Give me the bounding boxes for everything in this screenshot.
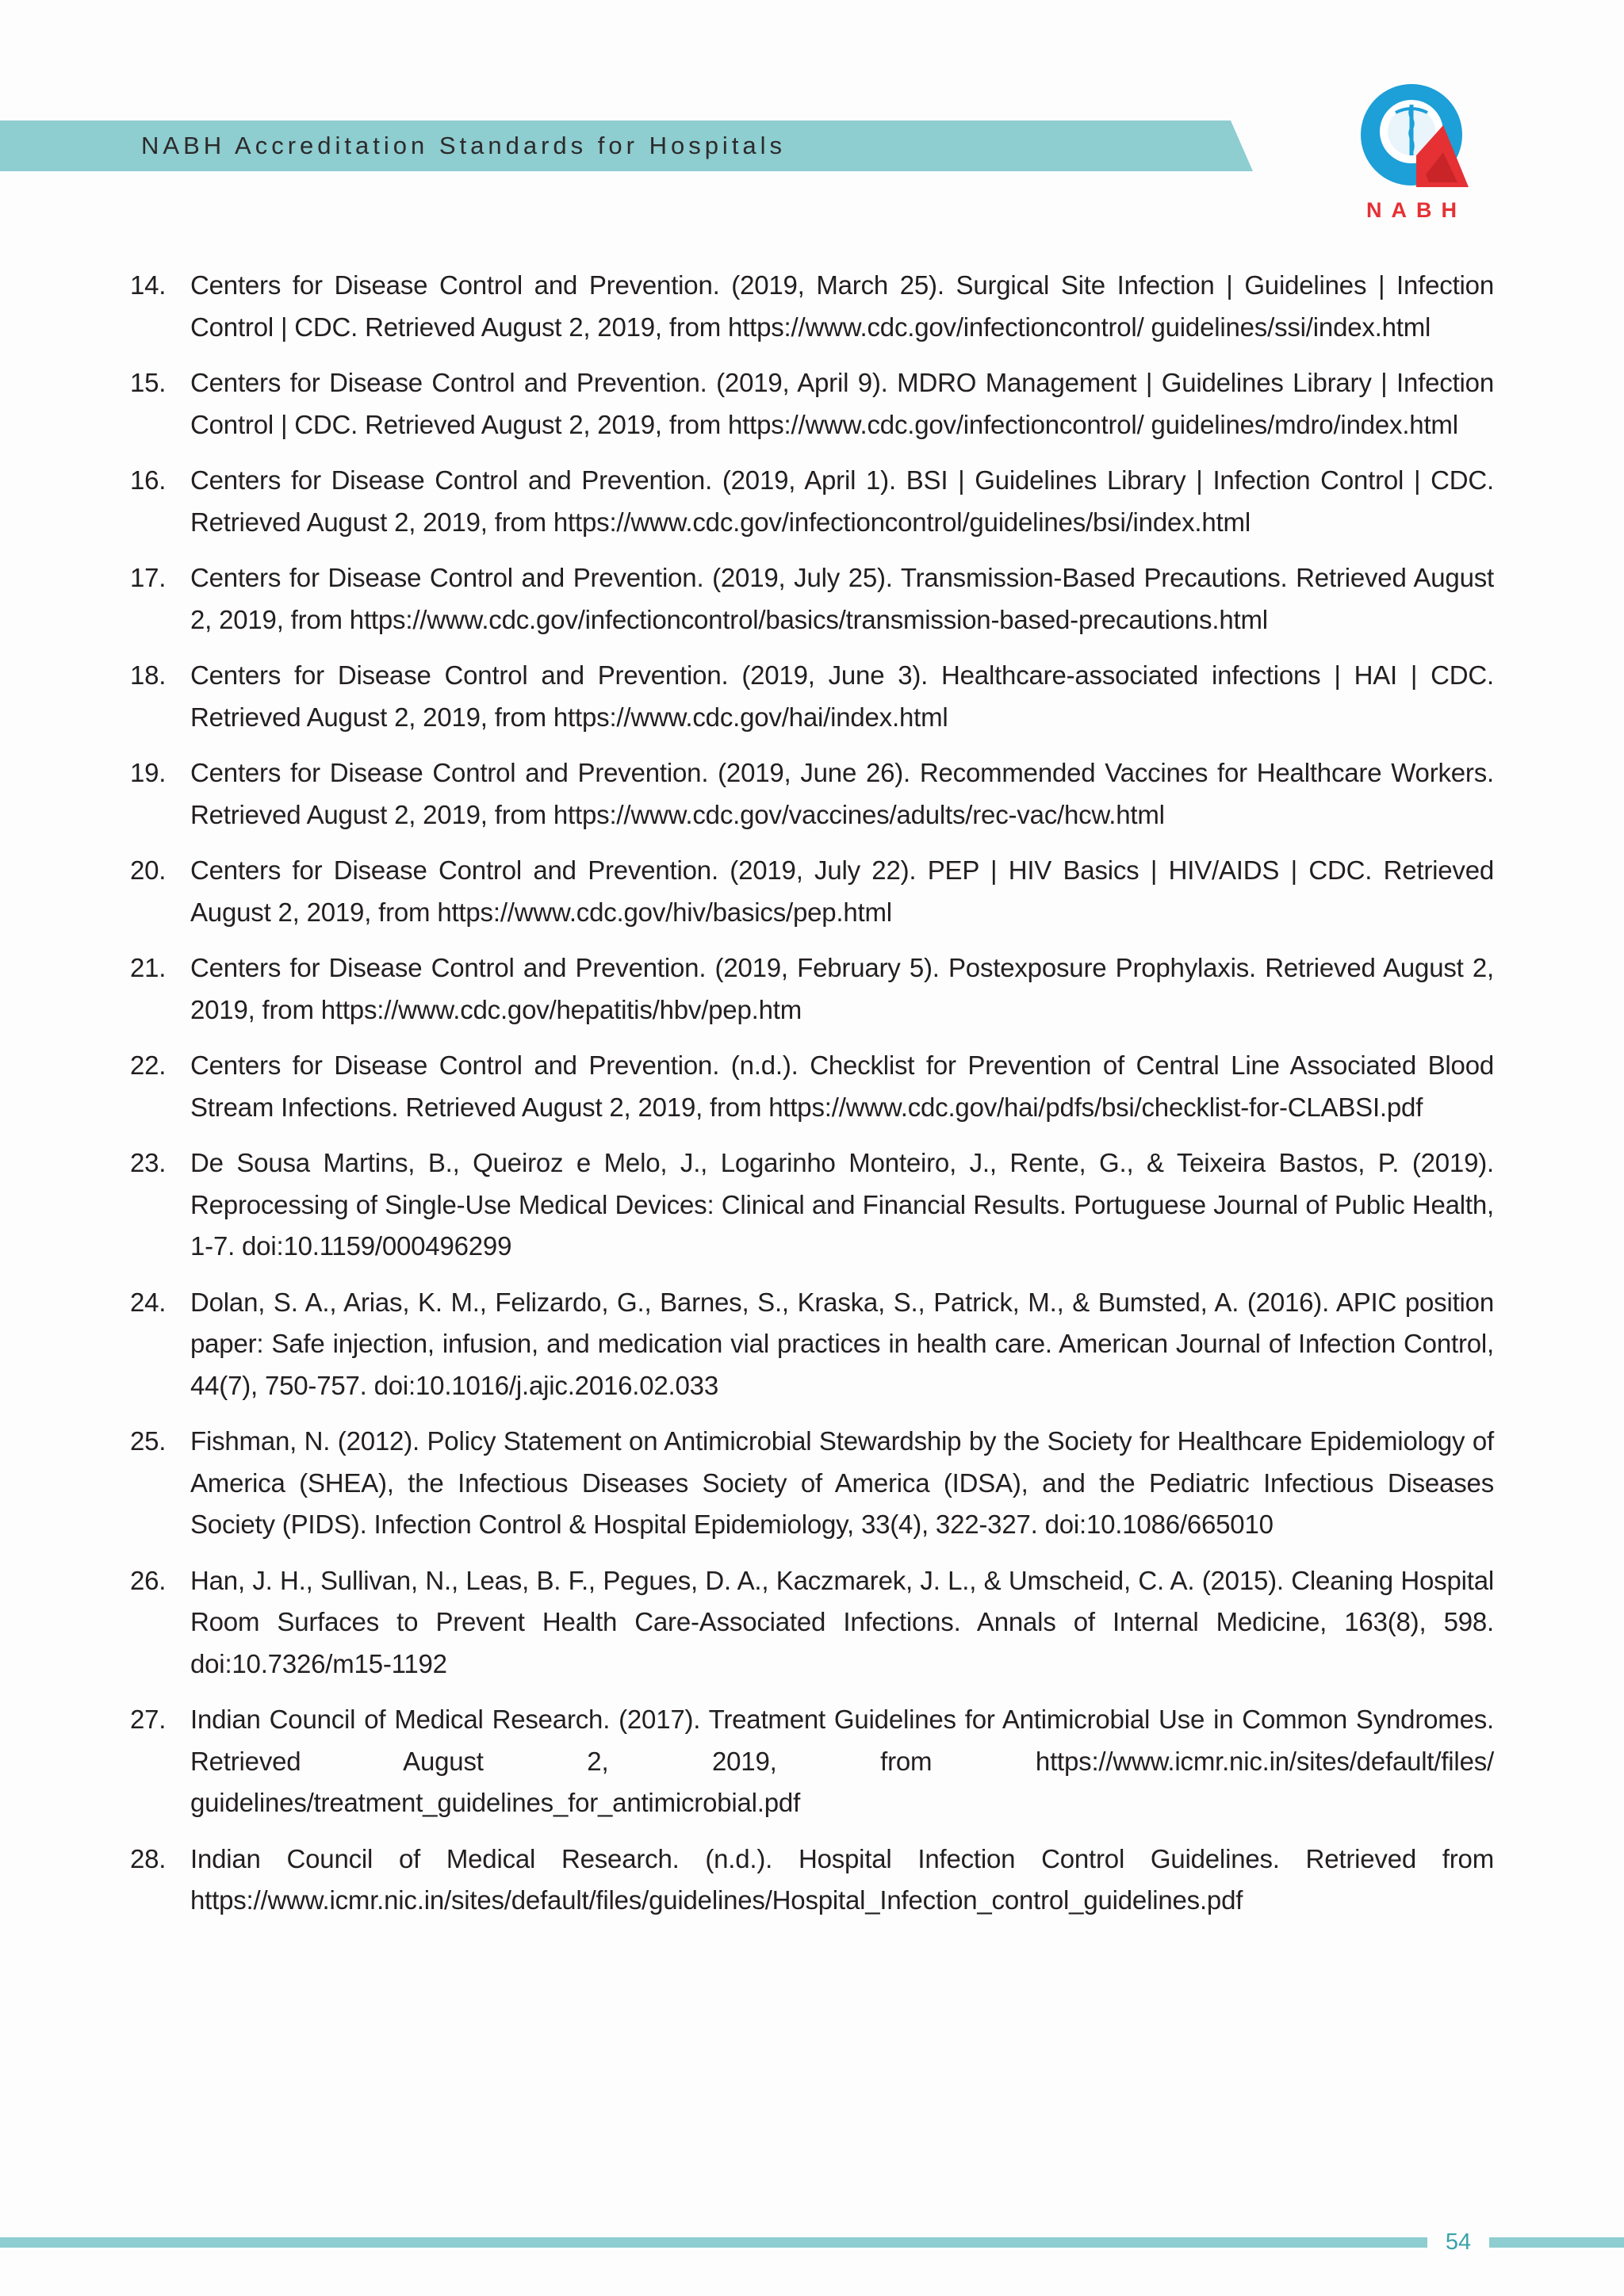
footer-rule-left [0,2237,1427,2248]
nabh-logo [1340,76,1483,195]
reference-item [130,362,1494,446]
reference-text: Fishman, N. (2012). Policy Statement on Antimicrobial Stewardship by the Society for Healthcare Epidemiology of America (SHEA), the Infectious Diseases Society of America (IDSA), and the Pediatric Infectious Diseases Society (PIDS). Infection Control & Hospital Epidemiology, 33(4), 322-327. doi:10.1086/665010 [190,1426,1494,1539]
reference-number: 23. [130,1148,167,1177]
reference-number: 25. [130,1426,167,1456]
reference-number: 16. [130,465,167,495]
reference-text: Han, J. H., Sullivan, N., Leas, B. F., Pegues, D. A., Kaczmarek, J. L., & Umscheid, C. A. (2015). Cleaning Hospital Room Surfaces to Prevent Health Care-Associated Infections. Annals of Internal Medicine, 163(8), 598. doi:10.7326/m15-1192 [190,1565,1494,1678]
reference-text: Centers for Disease Control and Prevention. (2019, March 25). Surgical Site Infection | Guidelines | Infection Control | CDC. Retrieved August 2, 2019, from https://www.cdc.gov/infectioncontrol/ guidelines/ssi/index.html [190,270,1494,342]
reference-number: 20. [130,855,167,885]
header-title: NABH Accreditation Standards for Hospitals [141,132,787,159]
reference-number: 15. [130,368,167,397]
footer-rule-right [1489,2237,1624,2248]
reference-number: 19. [130,758,167,787]
reference-item [130,1282,1494,1407]
reference-text: Indian Council of Medical Research. (2017). Treatment Guidelines for Antimicrobial Use in Common Syndromes. Retrieved August 2, 2019, from https://www.icmr.nic.in/sites/default/files/ guidelines/treatment_guidelines_for_antimicrobial.pdf [190,1705,1494,1817]
reference-number: 24. [130,1287,167,1317]
logo-text: NABH [1366,198,1466,222]
reference-number: 17. [130,563,167,592]
reference-text: Centers for Disease Control and Prevention. (2019, June 3). Healthcare-associated infections | HAI | CDC. Retrieved August 2, 2019, from https://www.cdc.gov/hai/index.html [190,660,1494,732]
reference-number: 14. [130,270,167,300]
reference-item [130,1421,1494,1546]
reference-item [130,1142,1494,1268]
reference-text: De Sousa Martins, B., Queiroz e Melo, J., Logarinho Monteiro, J., Rente, G., & Teixeira Bastos, P. (2019). Reprocessing of Single-Use Medical Devices: Clinical and Financial Results. Portuguese Journal of Public Health, 1-7. doi:10.1159/000496299 [190,1148,1494,1261]
reference-text: Centers for Disease Control and Prevention. (2019, February 5). Postexposure Prophylaxis. Retrieved August 2, 2019, from https://www.cdc.gov/hepatitis/hbv/pep.htm [190,953,1494,1024]
page-number: 54 [1445,2229,1472,2255]
reference-text: Centers for Disease Control and Prevention. (2019, July 25). Transmission-Based Precautions. Retrieved August 2, 2019, from https://www.cdc.gov/infectioncontrol/basics/transmission-based-precautions.html [190,563,1494,634]
reference-text: Centers for Disease Control and Prevention. (2019, June 26). Recommended Vaccines for Healthcare Workers. Retrieved August 2, 2019, from https://www.cdc.gov/vaccines/adults/rec-vac/hcw.html [190,758,1494,829]
reference-list [130,265,1494,1936]
reference-text: Centers for Disease Control and Prevention. (n.d.). Checklist for Prevention of Central Line Associated Blood Stream Infections. Retrieved August 2, 2019, from https://www.cdc.gov/hai/pdfs/bsi/checklist-for-CLABSI.pdf [190,1050,1494,1122]
reference-text: Centers for Disease Control and Prevention. (2019, July 22). PEP | HIV Basics | HIV/AIDS | CDC. Retrieved August 2, 2019, from https://www.cdc.gov/hiv/basics/pep.html [190,855,1494,927]
reference-text: Dolan, S. A., Arias, K. M., Felizardo, G., Barnes, S., Kraska, S., Patrick, M., & Bumsted, A. (2016). APIC position paper: Safe injection, infusion, and medication vial practices in health care. American Journal of Infection Control, 44(7), 750-757. doi:10.1016/j.ajic.2016.02.033 [190,1287,1494,1400]
reference-item [130,1839,1494,1922]
reference-item [130,1560,1494,1686]
reference-item [130,947,1494,1031]
reference-item [130,265,1494,348]
reference-text: Indian Council of Medical Research. (n.d.). Hospital Infection Control Guidelines. Retrieved from https://www.icmr.nic.in/sites/default/files/guidelines/Hospital_Infection_control_guidelines.pdf [190,1843,1494,1915]
reference-item [130,752,1494,836]
reference-item [130,655,1494,738]
reference-item [130,1699,1494,1824]
reference-item [130,1045,1494,1128]
reference-number: 18. [130,660,167,690]
reference-number: 27. [130,1705,167,1734]
reference-number: 26. [130,1565,167,1595]
reference-number: 21. [130,953,167,982]
reference-text: Centers for Disease Control and Prevention. (2019, April 1). BSI | Guidelines Library | Infection Control | CDC. Retrieved August 2, 2019, from https://www.cdc.gov/infectioncontrol/guidelines/bsi/index.html [190,465,1494,537]
reference-item [130,557,1494,641]
reference-item [130,850,1494,933]
reference-item [130,460,1494,543]
reference-text: Centers for Disease Control and Prevention. (2019, April 9). MDRO Management | Guidelines Library | Infection Control | CDC. Retrieved August 2, 2019, from https://www.cdc.gov/infectioncontrol/ guidelines/mdro/index.html [190,368,1494,439]
reference-number: 28. [130,1843,167,1873]
reference-number: 22. [130,1050,167,1080]
